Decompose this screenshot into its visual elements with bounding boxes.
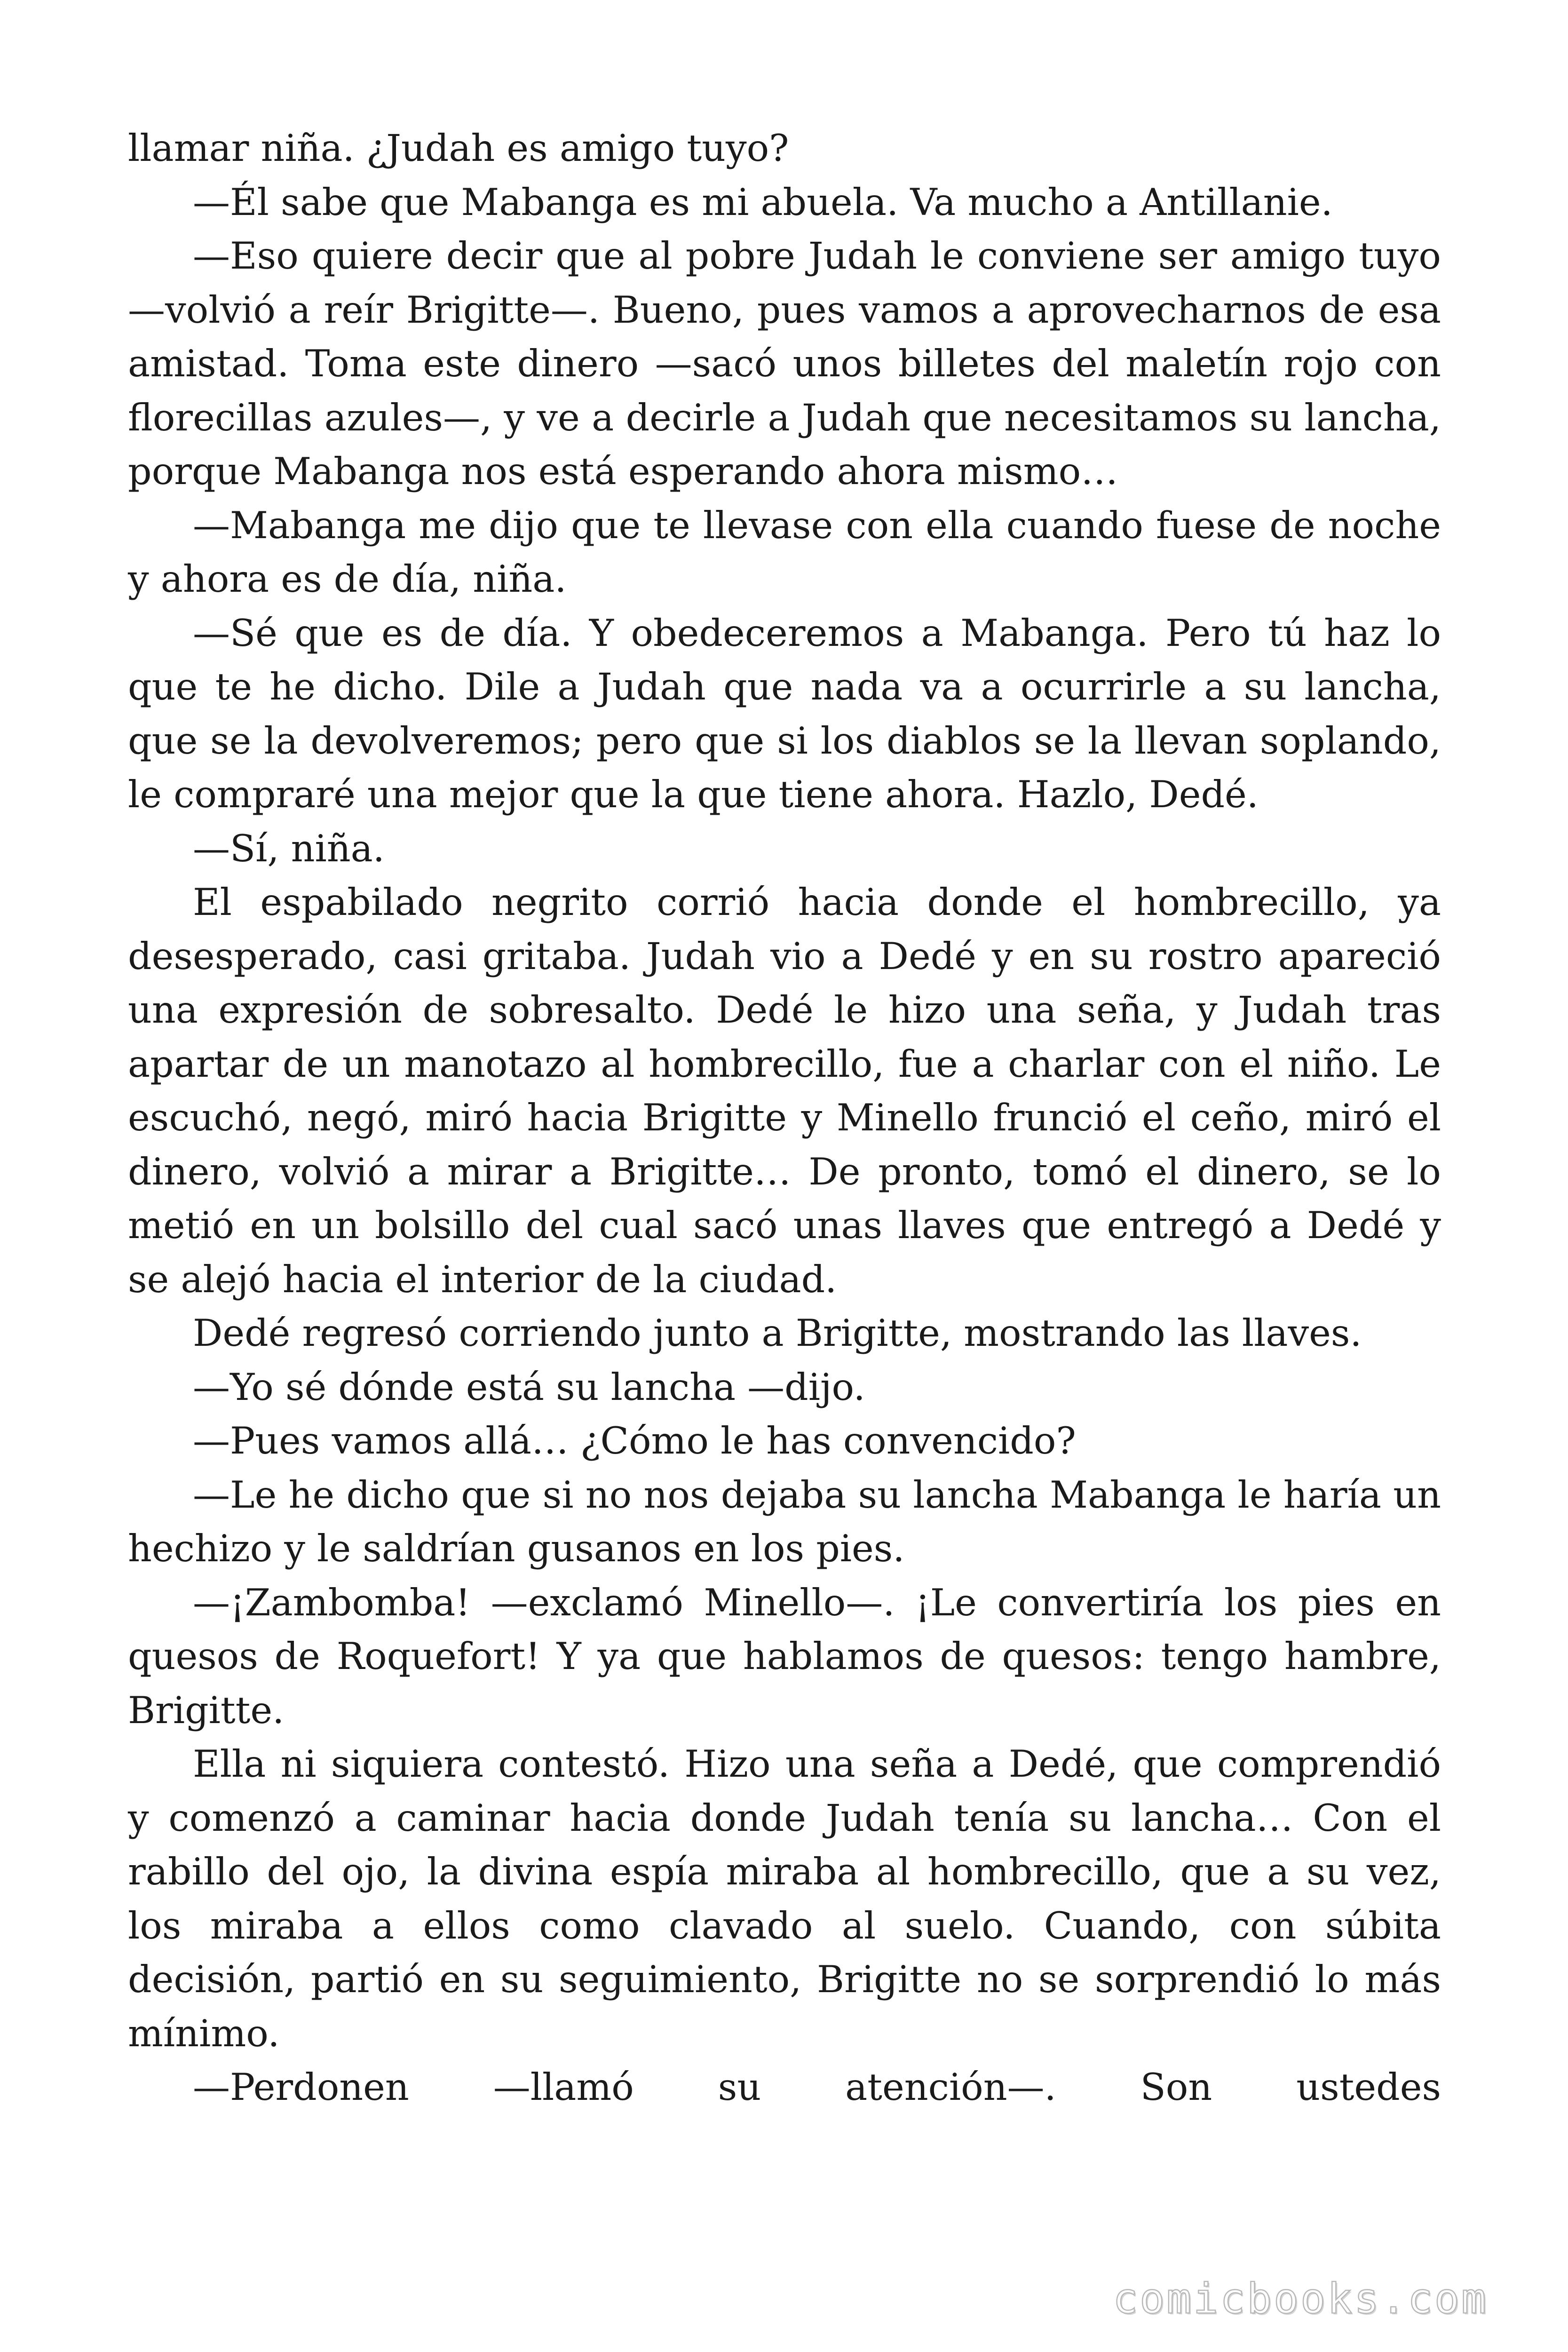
- paragraph: Dedé regresó corriendo junto a Brigitte, mostrando las llaves.: [193, 1311, 1362, 1355]
- paragraph: —Perdonen —llamó su atención—. Son ustedes: [193, 2066, 1441, 2109]
- paragraph: —Él sabe que Mabanga es mi abuela. Va mucho a Antillanie.: [193, 180, 1333, 224]
- paragraph: —Sé que es de día. Y obedeceremos a Mabanga. Pero tú haz lo que te he dicho. Dile a Judah que nada va a ocurrirle a su lancha, que se la devolveremos; pero que si los diablos se la llevan soplando, le compraré una mejor que la que tiene ahora. Hazlo, Dedé.: [128, 611, 1441, 816]
- paragraph: El espabilado negrito corrió hacia donde el hombrecillo, ya desesperado, casi gritaba. Judah vio a Dedé y en su rostro apareció una expresión de sobresalto. Dedé le hizo una seña, y Judah tras apartar de un manotazo al hombrecillo, fue a charlar con el niño. Le escuchó, negó, miró hacia Brigitte y Minello frunció el ceño, miró el dinero, volvió a mirar a Brigitte… De pronto, tomó el dinero, se lo metió en un bolsillo del cual sacó unas llaves que entregó a Dedé y se alejó hacia el interior de la ciudad.: [128, 881, 1441, 1301]
- paragraph: —Le he dicho que si no nos dejaba su lancha Mabanga le haría un hechizo y le saldrían gusanos en los pies.: [128, 1473, 1441, 1570]
- watermark: comicbooks.com: [1113, 2274, 1488, 2323]
- paragraph: —¡Zambomba! —exclamó Minello—. ¡Le convertiría los pies en quesos de Roquefort! Y ya que hablamos de quesos: tengo hambre, Brigitte.: [128, 1581, 1441, 1732]
- paragraph: Ella ni siquiera contestó. Hizo una seña a Dedé, que comprendió y comenzó a caminar hacia donde Judah tenía su lancha… Con el rabillo del ojo, la divina espía miraba al hombrecillo, que a su vez, los miraba a ellos como clavado al suelo. Cuando, con súbita decisión, partió en su seguimiento, Brigitte no se sorprendió lo más mínimo.: [128, 1742, 1441, 2055]
- paragraph: —Yo sé dónde está su lancha —dijo.: [193, 1365, 865, 1409]
- paragraph: —Sí, niña.: [193, 826, 385, 870]
- paragraph: —Eso quiere decir que al pobre Judah le conviene ser amigo tuyo —volvió a reír Brigitte—. Bueno, pues vamos a aprovecharnos de esa amistad. Toma este dinero —sacó unos billetes del maletín rojo con florecillas azules—, y ve a decirle a Judah que necesitamos su lancha, porque Mabanga nos está esperando ahora mismo…: [128, 234, 1441, 493]
- paragraph: llamar niña. ¿Judah es amigo tuyo?: [128, 127, 789, 170]
- paragraph: —Pues vamos allá… ¿Cómo le has convencido?: [193, 1419, 1076, 1462]
- body-text: [128, 121, 1441, 2114]
- paragraph: —Mabanga me dijo que te llevase con ella cuando fuese de noche y ahora es de día, niña.: [128, 503, 1441, 601]
